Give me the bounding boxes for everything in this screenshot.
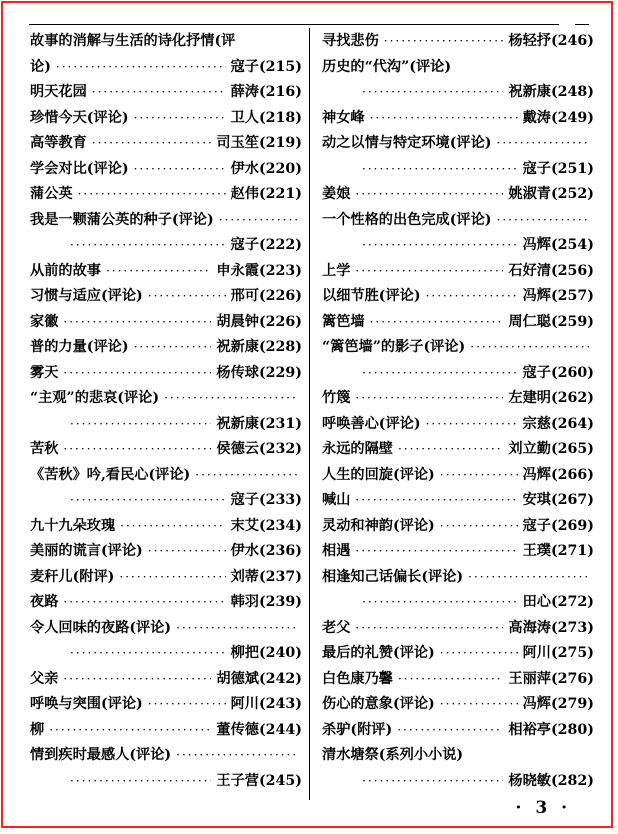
toc-entry-title: 九十九朵玫瑰 <box>30 517 116 534</box>
toc-entry-author-page: 杨传球(229) <box>216 364 302 381</box>
dot-leader <box>119 565 225 591</box>
toc-entry-title: 麦秆儿(附评) <box>30 568 115 585</box>
toc-entry-title: 篱笆墙 <box>322 313 365 330</box>
dot-leader <box>440 692 518 718</box>
dot-leader <box>370 310 504 336</box>
dot-leader <box>63 437 211 463</box>
toc-entry-author-page: 寇子(251) <box>522 160 594 177</box>
toc-entry-line <box>322 361 594 387</box>
toc-entry-author-page: 王璞(271) <box>522 543 594 559</box>
toc-entry-title: 一个性格的出色完成(评论) <box>322 211 492 228</box>
toc-entry-line <box>322 29 594 55</box>
toc-entry-title: 雾天 <box>30 364 59 381</box>
toc-entry-title: 人生的回旋(评论) <box>322 466 435 483</box>
toc-entry-line <box>30 769 302 795</box>
toc-entry-title: 动之以情与特定环境(评论) <box>322 135 492 151</box>
toc-entry-author-page: 刘蒂(237) <box>230 568 302 585</box>
toc-entry-author-page: 杨轻抒(246) <box>508 33 594 49</box>
toc-entry-line <box>322 55 594 81</box>
toc-entry-author-page: 祝新康(248) <box>508 84 594 100</box>
toc-entry-author-page: 祝新康(228) <box>216 339 302 355</box>
dot-leader <box>195 463 297 489</box>
toc-entry-line <box>322 386 594 412</box>
toc-entry-line <box>30 437 302 463</box>
toc-entry-line <box>30 284 302 310</box>
dot-leader <box>384 29 504 55</box>
dot-leader <box>362 769 503 795</box>
toc-entry-author-page: 邢可(226) <box>230 288 302 304</box>
dot-leader <box>440 463 518 489</box>
toc-entry-title: 以细节胜(评论) <box>322 288 421 304</box>
dot-leader <box>398 667 503 693</box>
toc-entry-line <box>322 463 594 489</box>
document-page <box>1 1 613 828</box>
toc-entry-title: 竹篾 <box>322 390 351 406</box>
toc-entry-author-page: 左建明(262) <box>508 390 594 406</box>
dot-leader <box>397 718 503 744</box>
toc-entry-author-page: 寇子(269) <box>522 517 594 534</box>
toc-entry-line <box>322 590 594 616</box>
toc-entry-title: 呼唤善心(评论) <box>322 415 421 432</box>
dot-leader <box>355 488 517 514</box>
dot-leader <box>362 157 518 183</box>
dot-leader <box>355 182 503 208</box>
toc-entry-author-page: 祝新康(231) <box>216 415 302 432</box>
dot-leader <box>362 80 503 106</box>
toc-entry-title: 论) <box>30 58 51 75</box>
toc-entry-author-page: 冯辉(279) <box>522 696 594 712</box>
toc-entry-author-page: 阿川(275) <box>522 645 594 661</box>
toc-entry-author-page: 冯辉(257) <box>522 288 594 304</box>
toc-entry-line <box>30 539 302 565</box>
toc-entry-author-page: 薛涛(216) <box>230 84 302 100</box>
toc-entry-line <box>322 310 594 336</box>
toc-entry-line <box>322 157 594 183</box>
dot-leader <box>63 361 211 387</box>
toc-entry-line <box>322 565 594 591</box>
toc-right-column <box>322 29 594 794</box>
toc-entry-title: 呼唤与突围(评论) <box>30 696 143 712</box>
toc-entry-title: 学会对比(评论) <box>30 160 129 177</box>
toc-entry-line <box>30 641 302 667</box>
dot-leader <box>134 106 226 132</box>
toc-entry-author-page: 赵伟(221) <box>230 186 302 202</box>
toc-entry-author-page: 相裕亭(280) <box>508 721 594 738</box>
toc-entry-title: 寻找悲伤 <box>322 33 379 49</box>
toc-entry-line <box>322 488 594 514</box>
dot-leader <box>426 412 518 438</box>
toc-entry-title: 柳 <box>30 721 45 738</box>
toc-entry-line <box>30 157 302 183</box>
dot-leader <box>362 361 518 387</box>
toc-entry-author-page: 伊水(220) <box>230 160 302 177</box>
toc-entry-line <box>322 259 594 285</box>
header-tick-mark <box>575 24 589 25</box>
toc-entry-author-page: 胡晨钟(226) <box>216 313 302 330</box>
toc-entry-line <box>30 361 302 387</box>
dot-leader <box>92 131 212 157</box>
dot-leader <box>148 539 226 565</box>
toc-entry-line <box>30 310 302 336</box>
toc-entry-title: 普的力量(评论) <box>30 339 129 355</box>
toc-entry-line <box>30 667 302 693</box>
toc-entry-title: 相逢知己话偏长(评论) <box>322 568 464 585</box>
toc-entry-line <box>30 233 302 259</box>
toc-entry-author-page: 田心(272) <box>522 594 594 610</box>
toc-entry-author-page: 冯辉(266) <box>522 466 594 483</box>
toc-entry-line <box>30 463 302 489</box>
toc-entry-line <box>30 616 302 642</box>
dot-leader <box>63 667 211 693</box>
dot-leader <box>355 386 503 412</box>
toc-entry-author-page: 阿川(243) <box>230 696 302 712</box>
toc-entry-title: 令人回味的夜路(评论) <box>30 619 172 636</box>
dot-leader <box>92 80 226 106</box>
dot-leader <box>355 259 503 285</box>
toc-entry-title: 相遇 <box>322 543 351 559</box>
toc-entry-line <box>30 131 302 157</box>
toc-entry-author-page: 周仁聪(259) <box>508 313 594 330</box>
toc-entry-author-page: 寇子(233) <box>230 492 302 508</box>
dot-leader <box>70 641 226 667</box>
toc-entry-author-page: 伊水(236) <box>230 543 302 559</box>
dot-leader <box>176 616 297 642</box>
dot-leader <box>440 514 518 540</box>
toc-entry-line <box>322 284 594 310</box>
dot-leader <box>120 514 225 540</box>
toc-entry-line <box>322 667 594 693</box>
toc-entry-title: 清水塘祭(系列小小说) <box>322 747 464 763</box>
dot-leader <box>219 208 297 234</box>
toc-entry-line <box>322 182 594 208</box>
toc-entry-title: 最后的礼赞(评论) <box>322 645 435 661</box>
toc-entry-line <box>322 514 594 540</box>
toc-entry-title: 上学 <box>322 262 351 279</box>
toc-entry-title: 喊山 <box>322 492 351 508</box>
toc-entry-author-page: 柳把(240) <box>230 645 302 661</box>
toc-entry-line <box>322 233 594 259</box>
toc-entry-line <box>322 743 594 769</box>
page-number: · 3 · <box>515 798 571 818</box>
toc-entry-line <box>30 29 302 55</box>
toc-entry-author-page: 宗慈(264) <box>522 415 594 432</box>
toc-entry-line <box>30 743 302 769</box>
toc-entry-author-page: 寇子(260) <box>522 364 594 381</box>
toc-entry-line <box>322 692 594 718</box>
toc-entry-title: 老父 <box>322 619 351 636</box>
dot-leader <box>176 743 297 769</box>
dot-leader <box>134 335 212 361</box>
dot-leader <box>164 386 297 412</box>
toc-entry-author-page: 刘立勤(265) <box>508 441 594 457</box>
toc-entry-title: 苦秋 <box>30 441 59 457</box>
toc-entry-line <box>30 412 302 438</box>
toc-entry-author-page: 司玉笙(219) <box>216 135 302 151</box>
dot-leader <box>70 233 226 259</box>
dot-leader <box>70 412 211 438</box>
toc-entry-title: 《苦秋》吟,看民心(评论) <box>30 466 191 483</box>
toc-entry-author-page: 安琪(267) <box>522 492 594 508</box>
toc-entry-line <box>322 335 594 361</box>
toc-entry-line <box>30 259 302 285</box>
toc-entry-line <box>30 488 302 514</box>
toc-entry-line <box>322 80 594 106</box>
toc-entry-author-page: 卫人(218) <box>230 109 302 126</box>
dot-leader <box>148 692 226 718</box>
dot-leader <box>468 565 589 591</box>
dot-leader <box>56 55 226 81</box>
toc-entry-line <box>30 106 302 132</box>
toc-entry-author-page: 侯德云(232) <box>216 441 302 457</box>
toc-entry-title: 美丽的谎言(评论) <box>30 543 143 559</box>
toc-entry-line <box>322 437 594 463</box>
toc-entry-line <box>30 718 302 744</box>
dot-leader <box>63 310 211 336</box>
toc-entry-author-page: 韩羽(239) <box>230 594 302 610</box>
dot-leader <box>49 718 211 744</box>
dot-leader <box>78 182 226 208</box>
toc-entry-line <box>30 386 302 412</box>
toc-entry-title: 高等教育 <box>30 135 87 151</box>
toc-entry-title: 珍惜今天(评论) <box>30 109 129 126</box>
toc-entry-line <box>322 769 594 795</box>
dot-leader <box>355 616 503 642</box>
dot-leader <box>70 488 226 514</box>
toc-entry-line <box>30 182 302 208</box>
toc-entry-title: 家徽 <box>30 313 59 330</box>
toc-entry-author-page: 末艾(234) <box>230 517 302 534</box>
header-rule <box>29 24 559 25</box>
toc-entry-author-page: 寇子(215) <box>230 58 302 75</box>
dot-leader <box>148 284 226 310</box>
dot-leader <box>398 437 503 463</box>
toc-entry-author-page: 石好清(256) <box>508 262 594 279</box>
toc-entry-author-page: 董传德(244) <box>216 721 302 738</box>
toc-entry-line <box>322 106 594 132</box>
dot-leader <box>355 539 517 565</box>
toc-entry-author-page: 冯辉(254) <box>522 237 594 253</box>
toc-entry-line <box>30 692 302 718</box>
toc-entry-title: 永远的隔壁 <box>322 441 393 457</box>
toc-entry-line <box>322 412 594 438</box>
toc-entry-author-page: 王丽萍(276) <box>508 670 594 687</box>
toc-entry-title: 蒲公英 <box>30 186 73 202</box>
toc-entry-author-page: 高海涛(273) <box>508 619 594 636</box>
toc-entry-title: 神女峰 <box>322 109 365 126</box>
toc-entry-title: “主观”的悲哀(评论) <box>30 390 160 406</box>
dot-leader <box>70 769 211 795</box>
toc-entry-line <box>30 335 302 361</box>
toc-entry-author-page: 姚淑青(252) <box>508 186 594 202</box>
toc-entry-line <box>322 539 594 565</box>
toc-entry-line <box>30 514 302 540</box>
dot-leader <box>470 335 589 361</box>
dot-leader <box>426 284 518 310</box>
toc-entry-title: 习惯与适应(评论) <box>30 288 143 304</box>
toc-entry-title: 夜路 <box>30 594 59 610</box>
dot-leader <box>362 233 518 259</box>
toc-entry-title: “篱笆墙”的影子(评论) <box>322 339 466 355</box>
toc-entry-line <box>322 131 594 157</box>
toc-entry-title: 我是一颗蒲公英的种子(评论) <box>30 211 214 228</box>
dot-leader <box>370 106 518 132</box>
toc-entry-line <box>30 55 302 81</box>
dot-leader <box>497 131 590 157</box>
toc-entry-title: 杀驴(附评) <box>322 721 393 738</box>
toc-entry-title: 明天花园 <box>30 84 87 100</box>
toc-entry-line <box>30 80 302 106</box>
toc-entry-author-page: 王子营(245) <box>216 772 302 789</box>
toc-entry-title: 灵动和神韵(评论) <box>322 517 435 534</box>
toc-entry-title: 故事的消解与生活的诗化抒情(评 <box>30 33 236 49</box>
toc-entry-line <box>30 208 302 234</box>
toc-entry-author-page: 戴涛(249) <box>522 109 594 126</box>
toc-entry-title: 历史的“代沟”(评论) <box>322 58 452 75</box>
toc-left-column <box>30 29 302 794</box>
dot-leader <box>134 157 226 183</box>
toc-entry-author-page: 申永霞(223) <box>216 262 302 279</box>
toc-entry-line <box>30 565 302 591</box>
dot-leader <box>497 208 590 234</box>
toc-entry-author-page: 杨晓敏(282) <box>508 772 594 789</box>
toc-entry-title: 情到疾时最感人(评论) <box>30 747 172 763</box>
toc-entry-line <box>322 718 594 744</box>
toc-entry-title: 伤心的意象(评论) <box>322 696 435 712</box>
toc-entry-author-page: 胡德斌(242) <box>216 670 302 687</box>
toc-entry-title: 姜娘 <box>322 186 351 202</box>
dot-leader <box>106 259 211 285</box>
dot-leader <box>440 641 518 667</box>
column-divider <box>309 28 310 800</box>
dot-leader <box>63 590 225 616</box>
toc-entry-title: 父亲 <box>30 670 59 687</box>
toc-entry-line <box>322 616 594 642</box>
toc-entry-line <box>322 208 594 234</box>
toc-entry-line <box>322 641 594 667</box>
toc-entry-line <box>30 590 302 616</box>
toc-entry-author-page: 寇子(222) <box>230 237 302 253</box>
toc-entry-title: 白色康乃馨 <box>322 670 393 687</box>
toc-entry-title: 从前的故事 <box>30 262 101 279</box>
dot-leader <box>362 590 518 616</box>
